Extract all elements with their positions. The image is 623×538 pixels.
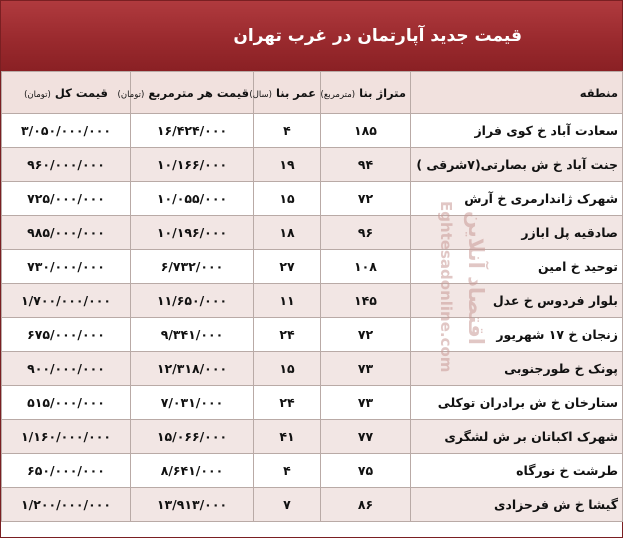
header-row	[2, 72, 623, 114]
cell-region: طرشت خ نورگاه	[411, 454, 623, 488]
cell-region: جنت آباد خ ش بصارتی(۷شرقی )	[411, 148, 623, 182]
cell-area: ۱۴۵	[321, 284, 411, 318]
header-area-label: متراژ بنا	[359, 85, 406, 100]
header-price-per-meter	[117, 72, 254, 114]
cell-age: ۱۸	[254, 216, 321, 250]
cell-area: ۱۰۸	[321, 250, 411, 284]
cell-age: ۴	[254, 454, 321, 488]
header-total-price	[2, 72, 131, 114]
cell-price-per-meter: ۱۳/۹۱۳/۰۰۰	[131, 488, 254, 522]
header-age-label: عمر بنا	[275, 85, 316, 100]
cell-age: ۱۵	[254, 352, 321, 386]
table-row	[2, 454, 623, 488]
cell-region: گیشا خ ش فرحزادی	[411, 488, 623, 522]
cell-total-price: ۷۲۵/۰۰۰/۰۰۰	[2, 182, 131, 216]
table-row	[2, 114, 623, 148]
cell-region: صادقیه پل ابازر	[411, 216, 623, 250]
header-total-unit: (تومان)	[24, 89, 51, 100]
table-row	[2, 386, 623, 420]
cell-total-price: ۹۶۰/۰۰۰/۰۰۰	[2, 148, 131, 182]
cell-area: ۷۲	[321, 182, 411, 216]
header-region-label: منطقه	[579, 85, 618, 100]
header-area	[321, 72, 411, 114]
cell-age: ۷	[254, 488, 321, 522]
header-age	[249, 72, 321, 114]
header-ppm-label: قیمت هر مترمربع	[148, 85, 249, 100]
cell-price-per-meter: ۱۵/۰۶۶/۰۰۰	[131, 420, 254, 454]
table-row	[2, 182, 623, 216]
cell-age: ۲۷	[254, 250, 321, 284]
table-row	[2, 250, 623, 284]
cell-total-price: ۵۱۵/۰۰۰/۰۰۰	[2, 386, 131, 420]
cell-region: شهرک اکباتان بر ش لشگری	[411, 420, 623, 454]
cell-area: ۷۳	[321, 352, 411, 386]
header-total-label: قیمت کل	[54, 85, 108, 100]
cell-total-price: ۹۰۰/۰۰۰/۰۰۰	[2, 352, 131, 386]
table-row	[2, 284, 623, 318]
cell-region: سعادت آباد خ کوی فراز	[411, 114, 623, 148]
table-row	[2, 216, 623, 250]
cell-price-per-meter: ۱۶/۴۲۴/۰۰۰	[131, 114, 254, 148]
cell-total-price: ۱/۱۶۰/۰۰۰/۰۰۰	[2, 420, 131, 454]
cell-region: ستارخان خ ش برادران توکلی	[411, 386, 623, 420]
table-row	[2, 318, 623, 352]
cell-price-per-meter: ۸/۶۴۱/۰۰۰	[131, 454, 254, 488]
header-region	[411, 72, 623, 114]
cell-region: شهرک ژاندارمری خ آرش	[411, 182, 623, 216]
cell-region: بلوار فردوس خ عدل	[411, 284, 623, 318]
cell-total-price: ۶۵۰/۰۰۰/۰۰۰	[2, 454, 131, 488]
cell-age: ۱۹	[254, 148, 321, 182]
cell-area: ۷۳	[321, 386, 411, 420]
header-area-unit: (مترمربع)	[320, 89, 356, 100]
cell-total-price: ۱/۲۰۰/۰۰۰/۰۰۰	[2, 488, 131, 522]
cell-age: ۲۴	[254, 318, 321, 352]
cell-price-per-meter: ۹/۳۴۱/۰۰۰	[131, 318, 254, 352]
header-ppm-unit: (تومان)	[117, 89, 145, 100]
watermark-text-en: Eghtesadonline.com	[437, 201, 455, 373]
cell-price-per-meter: ۷/۰۳۱/۰۰۰	[131, 386, 254, 420]
cell-price-per-meter: ۱۱/۶۵۰/۰۰۰	[131, 284, 254, 318]
cell-total-price: ۷۳۰/۰۰۰/۰۰۰	[2, 250, 131, 284]
header-age-unit: (سال)	[249, 89, 272, 100]
cell-age: ۴	[254, 114, 321, 148]
cell-area: ۱۸۵	[321, 114, 411, 148]
cell-area: ۷۵	[321, 454, 411, 488]
cell-age: ۴۱	[254, 420, 321, 454]
cell-age: ۲۴	[254, 386, 321, 420]
cell-region: توحید خ امین	[411, 250, 623, 284]
cell-total-price: ۶۷۵/۰۰۰/۰۰۰	[2, 318, 131, 352]
cell-price-per-meter: ۱۲/۳۱۸/۰۰۰	[131, 352, 254, 386]
watermark-text-fa: اقتصاد آنلاین	[464, 211, 488, 345]
cell-area: ۸۶	[321, 488, 411, 522]
cell-area: ۷۷	[321, 420, 411, 454]
cell-price-per-meter: ۱۰/۱۶۶/۰۰۰	[131, 148, 254, 182]
cell-region: زنجان خ ۱۷ شهریور	[411, 318, 623, 352]
title-bar	[1, 1, 622, 71]
table-row	[2, 148, 623, 182]
table-body	[2, 114, 623, 522]
cell-area: ۷۲	[321, 318, 411, 352]
cell-age: ۱۵	[254, 182, 321, 216]
cell-area: ۹۶	[321, 216, 411, 250]
cell-total-price: ۳/۰۵۰/۰۰۰/۰۰۰	[2, 114, 131, 148]
table-row	[2, 488, 623, 522]
cell-region: پونک خ طورجنوبی	[411, 352, 623, 386]
table-row	[2, 352, 623, 386]
cell-price-per-meter: ۱۰/۱۹۶/۰۰۰	[131, 216, 254, 250]
cell-total-price: ۱/۷۰۰/۰۰۰/۰۰۰	[2, 284, 131, 318]
cell-total-price: ۹۸۵/۰۰۰/۰۰۰	[2, 216, 131, 250]
page-title: قیمت جدید آپارتمان در غرب تهران	[233, 26, 522, 46]
cell-price-per-meter: ۶/۷۳۲/۰۰۰	[131, 250, 254, 284]
cell-price-per-meter: ۱۰/۰۵۵/۰۰۰	[131, 182, 254, 216]
cell-age: ۱۱	[254, 284, 321, 318]
table-row	[2, 420, 623, 454]
cell-area: ۹۴	[321, 148, 411, 182]
price-table	[1, 71, 623, 522]
